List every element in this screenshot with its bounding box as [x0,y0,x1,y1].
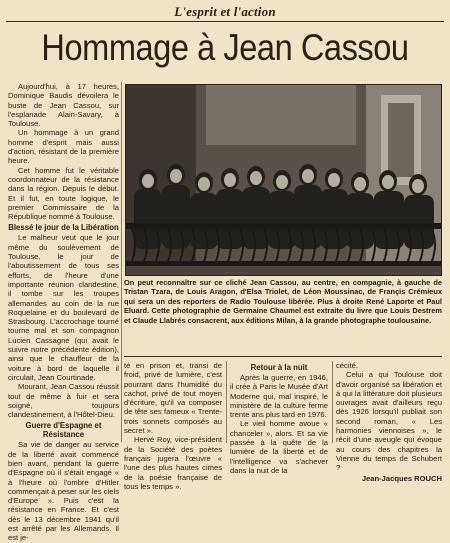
top-rule [6,21,444,22]
paragraph: Le vieil homme avoue « chanceler », alors. Et sa vie passée à la quête de la lumière de la liberté et de l'intelligence va s'achever dans la nuit de la [230,419,328,475]
paragraph: Un hommage à un grand homme d'esprit mais aussi d'action, résistant de la première heure. [8,128,119,166]
photo-caption: On peut reconnaître sur ce cliché Jean Cassou, au centre, en compagnie, à gauche de Tristan Tzara, de Louis Aragon, d'Elsa Triolet, de Léon Moussinac, de Françis Crémieux qui sera un des reporters de Radio Toulouse libérée. Plus à droite René Laporte et Paul Eluard. Cette photographie de Germaine Chaumel est extraite du livre que Louis Destrem et Claude Llabrés consacrent, aux éditions Milan, à la grande photographe toulousaine. [124,278,442,325]
bottom-column-1 [124,361,222,491]
paragraph: Mourant, Jean Cassou réussit tout de même à fuir et sera soigné, toujours clandestinement, à l'Hôtel-Dieu. [8,382,119,420]
paragraph: Cet homme fut le véritable coordonnateur de la résistance dans la région. Depuis le début. Et il fut, en toute logique, le premier Commissaire de la République nommé à Toulouse. [8,165,119,222]
author-signature: Jean-Jacques ROUCH [361,473,442,483]
column-divider [226,361,227,443]
paragraph: cécité. [336,361,358,370]
rubric-heading: L'esprit et l'action [174,4,276,19]
subheading: Retour à la nuit [250,363,308,372]
left-column [8,82,119,543]
paragraph: Aujourd'hui, à 17 heures, Dominique Baudis dévoilera le buste de Jean Cassou, sur l'esplanade Alain-Savary, à Toulouse. [8,82,119,129]
group-photo-icon [126,85,441,275]
article-headline: Hommage à Jean Cassou [41,27,409,68]
paragraph: Le malheur veut que le jour même du soulèvement de Toulouse, le jour de l'aboutissement de tous ses efforts, de l'heure d'une importante réunion clandestine, il tombe sur les troupes allemandes au coin de la rue Roquelaine et du boulevard de Strasbourg. L'accrochage tourné tourne mal et son compagnon Lucien Cassagne (qui avait le suivre notre précédente édition), ainsi que le chauffeur de la voiture à bord de laquelle il circulait, Jean Courtinade. [8,233,119,382]
paragraph: Après la guerre, en 1946, il crée à Paris le Musée d'Art Moderne qui, mal inspiré, le ministère de la culture ferme trente ans plus tard en 1976. [230,373,328,420]
column-divider [332,361,333,443]
subheading: Blessé le jour de la Libération [8,223,119,233]
bottom-column-2 [230,361,328,475]
group-photo [125,84,442,276]
paragraph: Celui a qui Toulouse doit d'avoir organisé sa libération et à qui la littérature doit plusieurs ouvrages avait d'ailleurs reçu dès 1926 lorsqu'il publiait son second roman, « Les harmonies viennoises », le récit d'une aveugle qui évoque au cours des chapitres la Vienne du temps de Schubert ? [336,370,442,473]
paragraph: té en prison et, transi de froid, privé de lumière, c'est pourrant dans l'humidité du cachot, privé de tout moyen d'écriture, qu'il va composer de tête ses fameux « Trente-trois sonnets composés au secret ». [124,361,222,436]
caption-rule [124,356,442,357]
subheading: Guerre d'Espagne et Résistance [25,421,102,440]
bottom-column-3 [336,361,442,483]
column-divider [121,82,122,442]
paragraph: Hervé Roy, vice-président de la Société des poètes français jugera l'œuvre « l'une des plus hautes cimes de la poésie française de tous les temps ». [124,435,222,491]
paragraph: Sa vie de danger au service de la liberté avait commencé bien avant, pendant la guerre d'Espagne où il s'était engagé « à l'heure où l'ombre d'Hitler commençait à peser sur les ciels d'Europe ». Puis c'est la résistance en France. Et c'est dès le 13 décembre 1941 qu'il est arrêté par les Allemands. Il est je- [8,440,119,543]
